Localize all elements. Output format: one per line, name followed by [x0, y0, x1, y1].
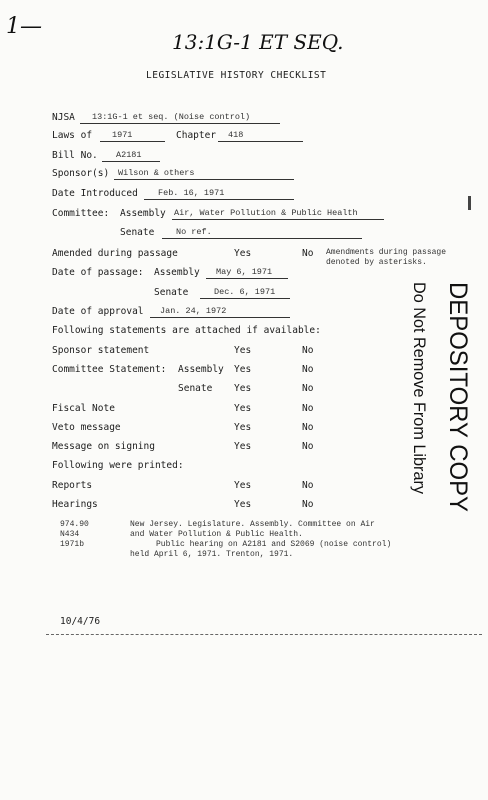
committee-assembly-value: Air, Water Pollution & Public Health — [174, 208, 358, 218]
citation-line-4: held April 6, 1971. Trenton, 1971. — [130, 550, 294, 559]
footer-date: 10/4/76 — [60, 616, 101, 627]
footer-divider — [46, 634, 482, 635]
date-introduced-value: Feb. 16, 1971 — [158, 188, 225, 198]
committee-senate-value: No ref. — [176, 227, 212, 237]
printed-intro: Following were printed: — [52, 460, 184, 471]
citation-line-2: and Water Pollution & Public Health. — [130, 530, 303, 539]
committee-statement-assembly-yes: Yes — [234, 364, 252, 375]
reports-label: Reports — [52, 480, 93, 491]
depository-stamp — [400, 282, 472, 523]
committee-senate-label: Senate — [120, 227, 155, 238]
citation-line-1: New Jersey. Legislature. Assembly. Committee on Air — [130, 520, 375, 529]
bill-label: Bill No. — [52, 150, 98, 161]
passage-assembly-label: Assembly — [154, 267, 200, 278]
hearings-yes: Yes — [234, 499, 252, 510]
sponsor-value: Wilson & others — [118, 168, 195, 178]
committee-statement-senate-label: Senate — [178, 383, 213, 394]
committee-statement-assembly-label: Assembly — [178, 364, 224, 375]
edge-mark — [468, 196, 471, 210]
passage-senate-label: Senate — [154, 287, 189, 298]
committee-statement-senate-no: No — [302, 383, 314, 394]
committee-label: Committee: — [52, 208, 110, 219]
fiscal-note-no: No — [302, 403, 314, 414]
call-number-2: N434 — [60, 530, 80, 539]
chapter-value: 418 — [228, 130, 244, 140]
fiscal-note-label: Fiscal Note — [52, 403, 115, 414]
signing-message-no: No — [302, 441, 314, 452]
njsa-value: 13:1G-1 et seq. (Noise control) — [92, 112, 251, 122]
amended-yes: Yes — [234, 248, 252, 259]
hearings-label: Hearings — [52, 499, 98, 510]
citation-line-3: Public hearing on A2181 and S2069 (noise control) — [156, 540, 392, 549]
sponsor-statement-label: Sponsor statement — [52, 345, 150, 356]
veto-message-no: No — [302, 422, 314, 433]
chapter-label: Chapter — [176, 130, 217, 141]
amended-note-line1: Amendments during passage — [326, 248, 447, 257]
sponsor-statement-no: No — [302, 345, 314, 356]
reports-yes: Yes — [234, 480, 252, 491]
committee-statement-senate-yes: Yes — [234, 383, 252, 394]
passage-assembly-value: May 6, 1971 — [216, 267, 273, 277]
committee-statement-assembly-no: No — [302, 364, 314, 375]
laws-value: 1971 — [112, 130, 133, 140]
sponsor-label: Sponsor(s) — [52, 168, 110, 179]
njsa-label: NJSA — [52, 112, 75, 123]
signing-message-yes: Yes — [234, 441, 252, 452]
corner-mark: 1— — [6, 14, 42, 39]
depository-stamp-graphic — [400, 282, 472, 523]
fiscal-note-yes: Yes — [234, 403, 252, 414]
veto-message-yes: Yes — [234, 422, 252, 433]
passage-senate-value: Dec. 6, 1971 — [214, 287, 276, 297]
signing-message-label: Message on signing — [52, 441, 155, 452]
stamp-line-1: DEPOSITORY COPY — [444, 282, 472, 523]
approval-value: Jan. 24, 1972 — [160, 306, 227, 316]
date-introduced-label: Date Introduced — [52, 188, 138, 199]
amended-note-line2: denoted by asterisks. — [326, 258, 427, 267]
hearings-no: No — [302, 499, 314, 510]
reports-no: No — [302, 480, 314, 491]
amended-no: No — [302, 248, 314, 259]
approval-label: Date of approval — [52, 306, 144, 317]
passage-label: Date of passage: — [52, 267, 144, 278]
call-number-1: 974.90 — [60, 520, 89, 529]
handwritten-reference: 13:1G-1 ET SEQ. — [172, 30, 344, 54]
statements-intro: Following statements are attached if available: — [52, 325, 321, 336]
amended-label: Amended during passage — [52, 248, 178, 259]
page-title: LEGISLATIVE HISTORY CHECKLIST — [146, 70, 327, 81]
sponsor-statement-yes: Yes — [234, 345, 252, 356]
call-number-3: 1971b — [60, 540, 85, 549]
committee-statement-label: Committee Statement: — [52, 364, 167, 375]
laws-label: Laws of — [52, 130, 93, 141]
veto-message-label: Veto message — [52, 422, 121, 433]
stamp-line-2: Do Not Remove From Library — [410, 282, 429, 505]
committee-assembly-label: Assembly — [120, 208, 166, 219]
bill-value: A2181 — [116, 150, 142, 160]
